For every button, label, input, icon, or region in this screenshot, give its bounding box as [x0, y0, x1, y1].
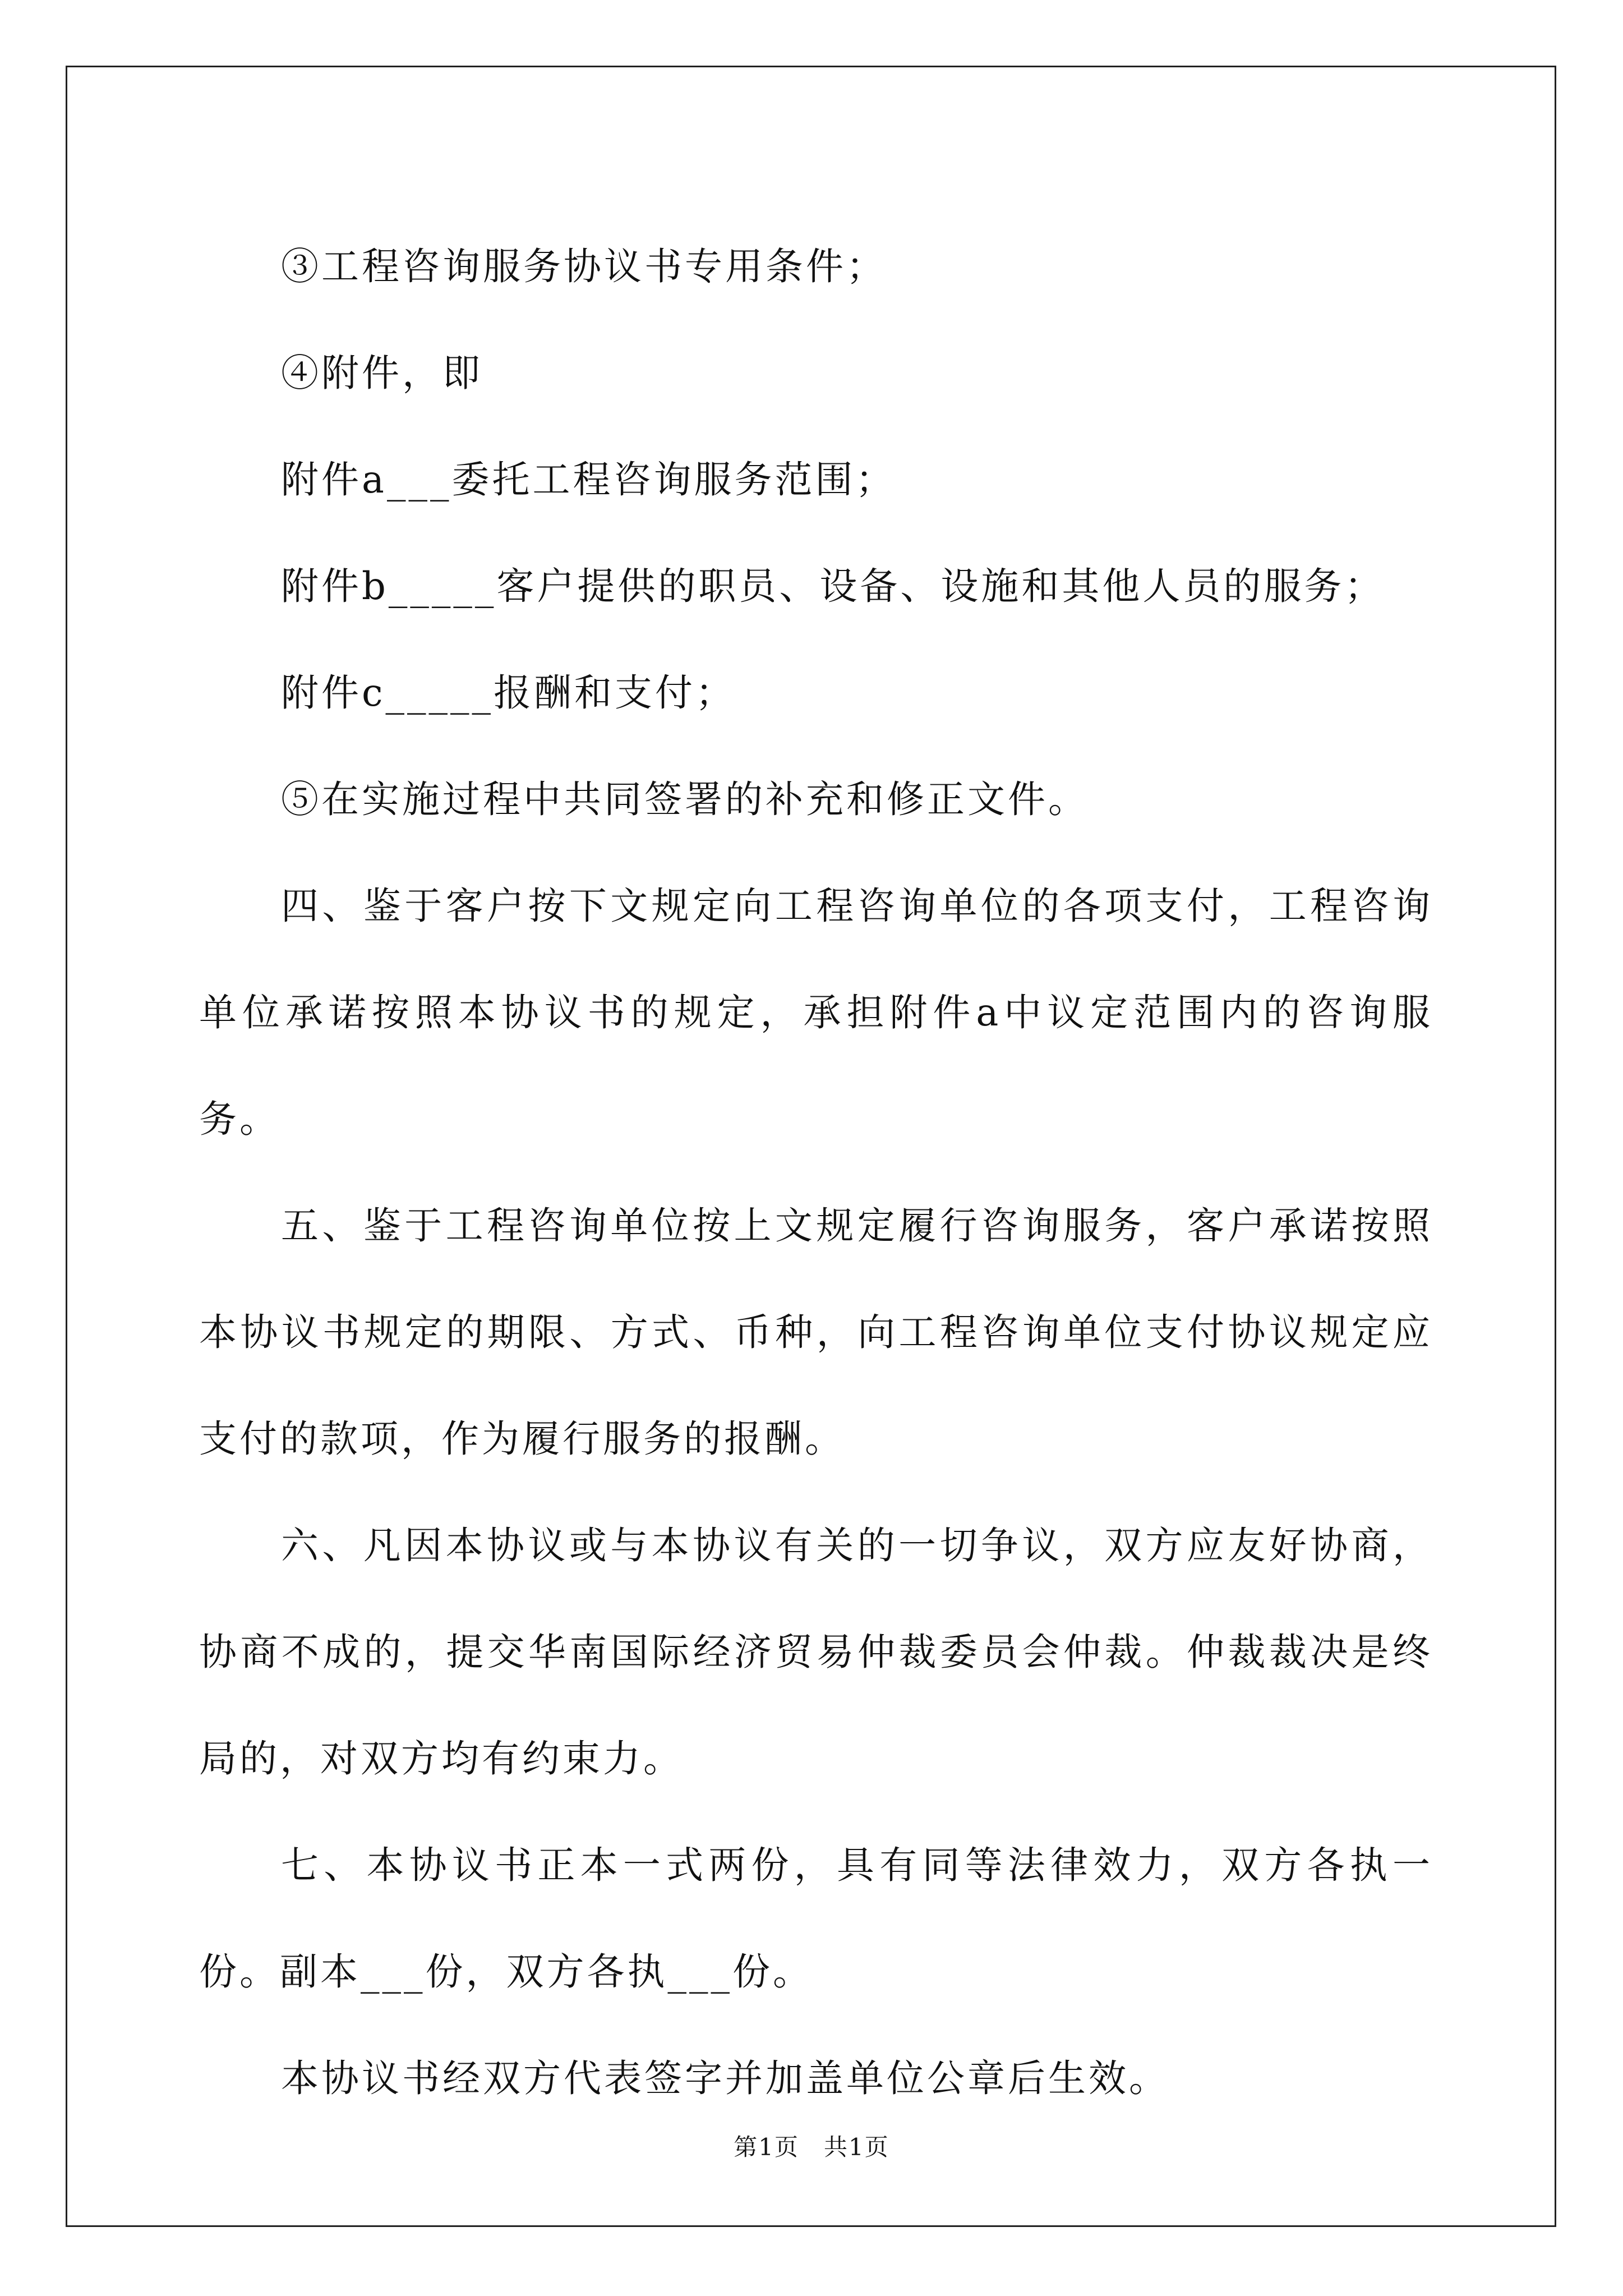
paragraph-effective: 本协议书经双方代表签字并加盖单位公章后生效。	[281, 2056, 1169, 2100]
paragraph-item-5: ⑤在实施过程中共同签署的补充和修正文件。	[281, 777, 1089, 821]
paragraph-attachment-b: 附件b_____客户提供的职员、设备、设施和其他人员的服务；	[281, 564, 1385, 608]
paragraph-clause-6: 六、凡因本协议或与本协议有关的一切争议，双方应友好协商，协商不成的，提交华南国际经济贸易仲裁委员会仲裁。仲裁裁决是终局的，对双方均有约束力。	[199, 1524, 1433, 1780]
document-body	[199, 213, 1433, 2132]
paragraph-clause-7: 七、本协议书正本一式两份，具有同等法律效力，双方各执一份。副本___份，双方各执___份。	[199, 1843, 1433, 1994]
paragraph-clause-5: 五、鉴于工程咨询单位按上文规定履行咨询服务，客户承诺按照本协议书规定的期限、方式、币种，向工程咨询单位支付协议规定应支付的款项，作为履行服务的报酬。	[199, 1204, 1433, 1461]
page-number: 第1页 共1页	[734, 2133, 889, 2161]
paragraph-item-3: ③工程咨询服务协议书专用条件；	[281, 245, 887, 288]
paragraph-attachment-c: 附件c_____报酬和支付；	[281, 671, 736, 715]
paragraph-clause-4: 四、鉴于客户按下文规定向工程咨询单位的各项支付，工程咨询单位承诺按照本协议书的规定，承担附件a中议定范围内的咨询服务。	[199, 884, 1433, 1141]
paragraph-attachment-a: 附件a___委托工程咨询服务范围；	[281, 458, 896, 501]
paragraph-item-4: ④附件，即	[281, 351, 483, 395]
